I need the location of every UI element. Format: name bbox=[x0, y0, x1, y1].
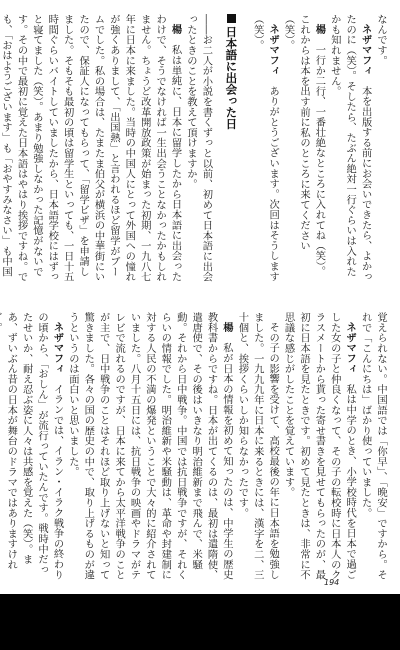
paragraph bbox=[234, 312, 280, 580]
paragraph bbox=[249, 14, 280, 282]
paragraph bbox=[183, 14, 214, 282]
paragraph bbox=[326, 14, 372, 282]
paragraph-text: 本を出版する前にお会いできたら、よかったのに（笑）。そしたら、たぶん絶対一行ぐらいは入れたかも知れません。 bbox=[328, 14, 372, 282]
section-heading-text: 日本語に出会った日 bbox=[224, 26, 239, 130]
paragraph-text: ――お二人が小説を書くずっと以前、初めて日本語に出会ったときのことを教えて頂けますか。 bbox=[184, 14, 213, 282]
speaker-label: 楊 bbox=[313, 24, 326, 35]
speaker-label: ネザマフィ bbox=[267, 24, 280, 76]
paragraph-text: 私は単純に、日本に留学したから日本語に出会ったわけで、そうでなければ一生出会うことなかったかもしれません。ちょうど改革開放政策が始まった初期、一九八七年に日本に来ました。当時の中国人にとって外国への憧れが強くありまして、「出国熱」と言われるほど留学がブームでした。私の場合は、たまたま伯父が横浜の中華街にいたので、保証人になってもらって、「留学ビザ」を申請しました。そもそも最初の頃は留学生といっても、一日十五時間ぐらいバイトしていましたから、日本語学校にはずっと寝てました（笑）。あまり勉強しなかった記憶がないです。その中で最初に覚えた日本語はやはり挨拶ですね。でも、「おはようございます」も「おやすみなさい」も中国 bbox=[0, 14, 182, 282]
paragraph bbox=[280, 312, 357, 580]
paragraph-text: 私が日本の情報を初めて知ったのは、中学生の歴史教科書からですね。日本が出てくるのは、最初は遣隋使、遣唐使で、その後はいきなり明治維新まで飛んで、米騒動。それから日中戦争。中国では抗日戦争ですが、それくらいの情報でした。明治維新や米騒動は、革命や封建制に対する人民の不満の爆発ということで大々的に紹介されていました。八月十五日には、抗日戦争の映画やドラマがテレビで流れるのですが、日本に来てから太平洋戦争のことが主で、日中戦争のことはそれほど取り上げないと知って驚きました。各々の国の歴史の中で、取り上げるものが違うというのは面白いと思いました。 bbox=[66, 312, 233, 580]
square-bullet-icon bbox=[227, 14, 236, 23]
paragraph-text: 私は中学のとき、小学校時代を日本で過ごした女の子と仲良くなって、その子の転校時に日本人のクラスメートから貰った寄せ書きを見せてもらったのが、最初に日本語を見たときです。初めて見たときは、非常に不思議な感じがしたことを覚えています。 bbox=[282, 312, 357, 580]
paragraph-text: その子の影響を受けて、高校最後の年に日本語を勉強しました。一九九九年に日本に来るときには、漢字を二、三十個と、挨拶くらいしか知らなかったです。 bbox=[236, 312, 280, 580]
speaker-label: ネザマフィ bbox=[359, 24, 372, 76]
paragraph-text: 覚えられない。中国語では「你早」、「晩安」ですから。それで「こんにちは」ばかり使っていました。 bbox=[359, 312, 387, 580]
paragraph-text: なんです。 bbox=[375, 14, 387, 66]
paragraph bbox=[373, 14, 388, 282]
page-number: 194 bbox=[324, 578, 340, 587]
speaker-label: 楊 bbox=[220, 322, 233, 333]
paragraph-text: 一行か二行、一番壮絶なところに入れてね（笑）。これからは本を出す前に私のところに来てください（笑）。 bbox=[282, 14, 326, 277]
speaker-label: ネザマフィ bbox=[51, 322, 64, 374]
lower-text-block bbox=[5, 312, 388, 580]
section-heading bbox=[223, 14, 239, 282]
paragraph bbox=[280, 14, 326, 282]
paragraph bbox=[0, 312, 64, 580]
speaker-label: 楊 bbox=[169, 24, 182, 35]
paragraph bbox=[357, 312, 388, 580]
paragraph bbox=[64, 312, 233, 580]
paragraph-text: イランでは、イラン・イラク戦争の終わりの頃から、「おしん」が流行っていたんです。戦時中だったせいか、耐え忍ぶ姿に人々は共感を覚えた（笑）。まあ、ずいぶん昔の日本が舞台のドラマではありますけれ bbox=[5, 312, 64, 580]
upper-text-block bbox=[0, 14, 388, 282]
speaker-label: ネザマフィ bbox=[344, 322, 357, 374]
paragraph bbox=[0, 14, 183, 282]
paragraph-text: ありがとうございます。次回はそうします（笑）。 bbox=[251, 14, 280, 282]
